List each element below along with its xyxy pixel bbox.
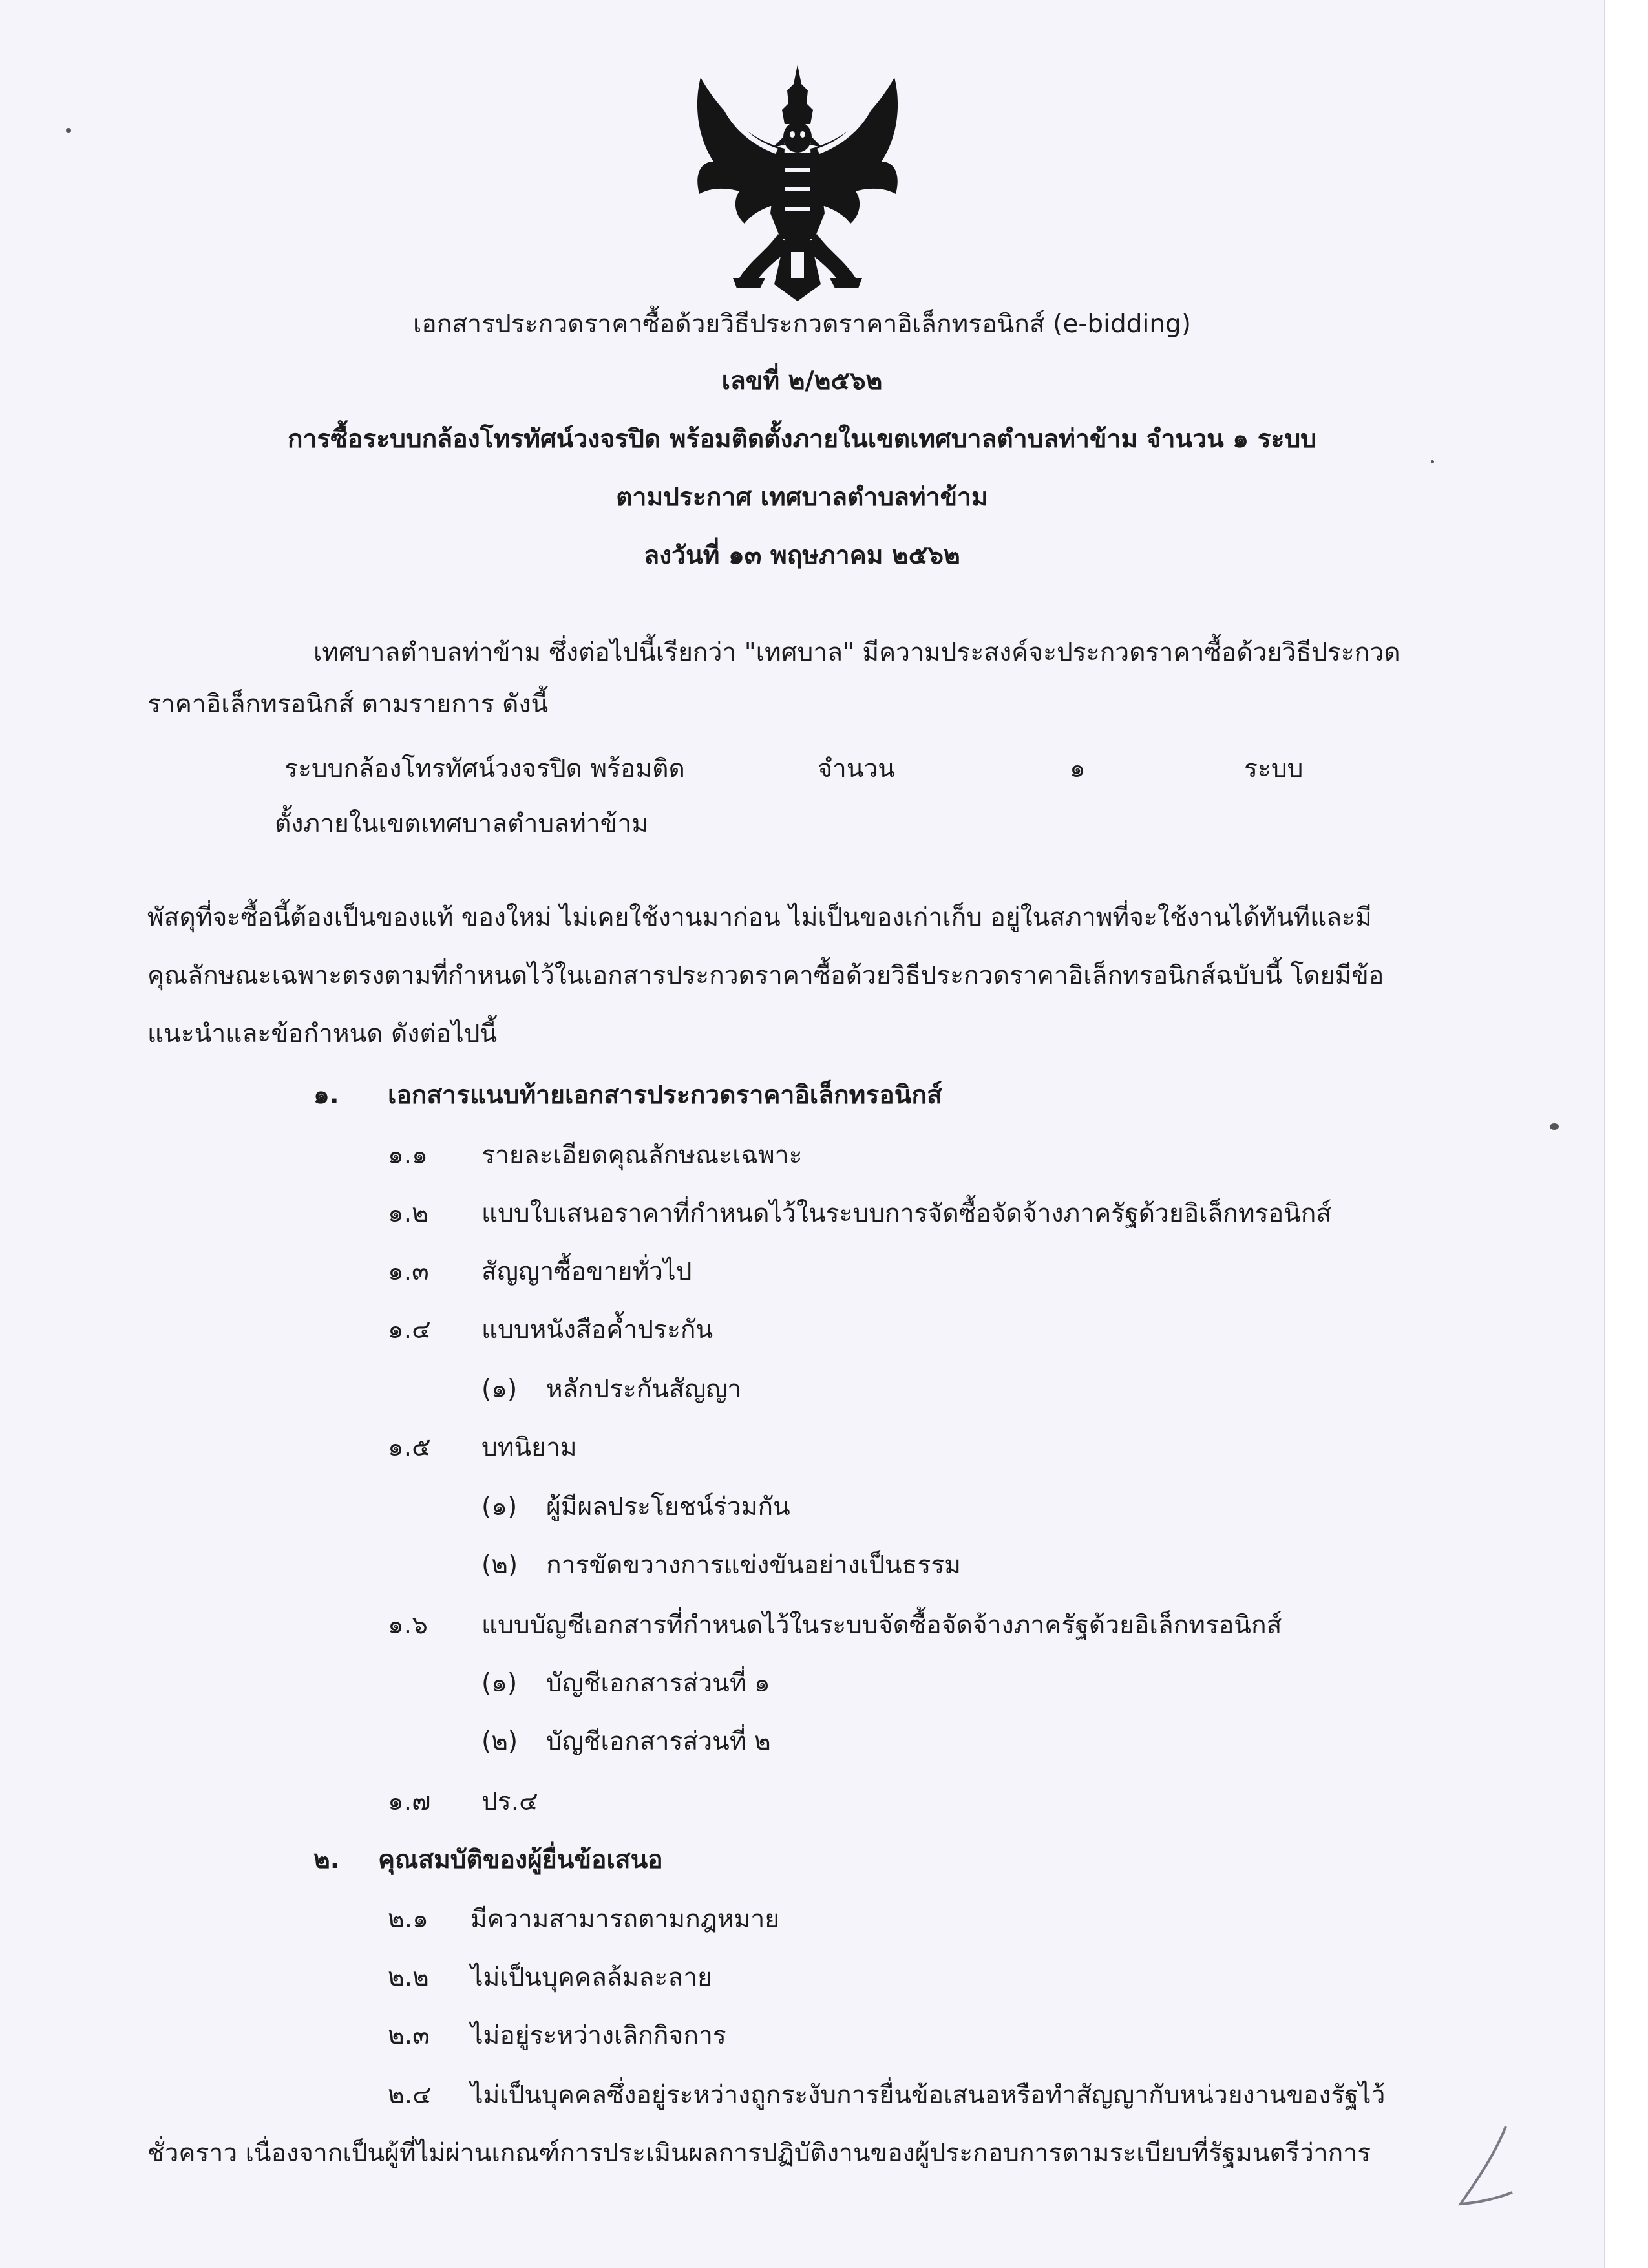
section-2-title: คุณสมบัติของผู้ยื่นข้อเสนอ	[378, 1845, 663, 1874]
list-item: บทนิยาม	[481, 1433, 577, 1462]
item-number: ๑.๒	[388, 1199, 428, 1228]
list-item: แบบใบเสนอราคาที่กำหนดไว้ในระบบการจัดซื้อจัดจ้างภาครัฐด้วยอิเล็กทรอนิกส์	[481, 1199, 1332, 1228]
section-1-title: เอกสารแนบท้ายเอกสารประกวดราคาอิเล็กทรอนิกส์	[388, 1081, 942, 1110]
announcement-line: ตามประกาศ เทศบาลตำบลท่าข้าม	[616, 483, 988, 512]
subitem-number: (๒)	[481, 1551, 518, 1580]
scan-speck	[66, 128, 71, 133]
item-unit: ระบบ	[1244, 754, 1304, 783]
item-number: ๑.๔	[388, 1315, 431, 1344]
intro-line-1: เทศบาลตำบลท่าข้าม ซึ่งต่อไปนี้เรียกว่า "เทศบาล" มีความประสงค์จะประกวดราคาซื้อด้วยวิธีประกวด	[313, 638, 1400, 667]
section-1-number: ๑.	[313, 1081, 339, 1110]
conditions-line-1: พัสดุที่จะซื้อนี้ต้องเป็นของแท้ ของใหม่ ไม่เคยใช้งานมาก่อน ไม่เป็นของเก่าเก็บ อยู่ในสภาพที่จะใช้งานได้ทันทีและมี	[147, 903, 1372, 932]
item-qty: ๑	[1070, 754, 1086, 783]
conditions-line-3: แนะนำและข้อกำหนด ดังต่อไปนี้	[147, 1019, 498, 1048]
list-item: สัญญาซื้อขายทั่วไป	[481, 1257, 692, 1286]
sub-item: ผู้มีผลประโยชน์ร่วมกัน	[546, 1492, 790, 1521]
list-item: ไม่เป็นบุคคลล้มละลาย	[470, 1963, 713, 1992]
subitem-number: (๑)	[481, 1492, 518, 1521]
document-number: เลขที่ ๒/๒๕๖๒	[721, 366, 883, 396]
sub-item: บัญชีเอกสารส่วนที่ ๒	[546, 1727, 771, 1756]
list-item: รายละเอียดคุณลักษณะเฉพาะ	[481, 1141, 803, 1170]
garuda-emblem-icon	[688, 65, 907, 304]
item-name-cont: ตั้งภายในเขตเทศบาลตำบลท่าข้าม	[275, 809, 648, 838]
subitem-number: (๒)	[481, 1727, 518, 1756]
item-number: ๒.๔	[388, 2081, 432, 2110]
scan-speck	[1431, 460, 1434, 463]
continued-text: ชั่วคราว เนื่องจากเป็นผู้ที่ไม่ผ่านเกณฑ์การประเมินผลการปฏิบัติงานของผู้ประกอบการตามระเบียบที่รัฐมนตรีว่าการ	[147, 2139, 1371, 2168]
scan-margin	[1604, 0, 1648, 2268]
list-item: แบบหนังสือค้ำประกัน	[481, 1315, 713, 1344]
item-number: ๑.๗	[388, 1787, 431, 1816]
subitem-number: (๑)	[481, 1669, 518, 1698]
list-item: มีความสามารถตามกฎหมาย	[470, 1905, 780, 1934]
document-subject: การซื้อระบบกล้องโทรทัศน์วงจรปิด พร้อมติดตั้งภายในเขตเทศบาลตำบลท่าข้าม จำนวน ๑ ระบบ	[287, 425, 1317, 454]
pen-mark-icon	[1448, 2120, 1525, 2223]
item-number: ๑.๖	[388, 1611, 428, 1640]
list-item: แบบบัญชีเอกสารที่กำหนดไว้ในระบบจัดซื้อจัดจ้างภาครัฐด้วยอิเล็กทรอนิกส์	[481, 1611, 1282, 1640]
document-date: ลงวันที่ ๑๓ พฤษภาคม ๒๕๖๒	[644, 541, 960, 570]
conditions-line-2: คุณลักษณะเฉพาะตรงตามที่กำหนดไว้ในเอกสารประกวดราคาซื้อด้วยวิธีประกวดราคาอิเล็กทรอนิกส์ฉบับนี้ โดยมีข้อ	[147, 961, 1384, 990]
sub-item: หลักประกันสัญญา	[546, 1375, 742, 1404]
sub-item: การขัดขวางการแข่งขันอย่างเป็นธรรม	[546, 1551, 961, 1580]
item-number: ๒.๓	[388, 2021, 430, 2050]
intro-line-2: ราคาอิเล็กทรอนิกส์ ตามรายการ ดังนี้	[147, 690, 549, 719]
list-item: ไม่อยู่ระหว่างเลิกกิจการ	[470, 2021, 726, 2050]
scan-speck	[1550, 1123, 1559, 1130]
list-item: ไม่เป็นบุคคลซึ่งอยู่ระหว่างถูกระงับการยื่นข้อเสนอหรือทำสัญญากับหน่วยงานของรัฐไว้	[470, 2081, 1386, 2110]
sub-item: บัญชีเอกสารส่วนที่ ๑	[546, 1669, 770, 1698]
list-item: ปร.๔	[481, 1787, 538, 1816]
item-number: ๑.๕	[388, 1433, 431, 1462]
subitem-number: (๑)	[481, 1375, 518, 1404]
document-title: เอกสารประกวดราคาซื้อด้วยวิธีประกวดราคาอิเล็กทรอนิกส์ (e-bidding)	[412, 310, 1192, 339]
item-number: ๒.๑	[388, 1905, 428, 1934]
section-2-number: ๒.	[313, 1845, 340, 1874]
item-qty-label: จำนวน	[818, 754, 895, 783]
item-number: ๑.๑	[388, 1141, 428, 1170]
item-number: ๒.๒	[388, 1963, 429, 1992]
item-number: ๑.๓	[388, 1257, 429, 1286]
item-name: ระบบกล้องโทรทัศน์วงจรปิด พร้อมติด	[284, 754, 685, 783]
